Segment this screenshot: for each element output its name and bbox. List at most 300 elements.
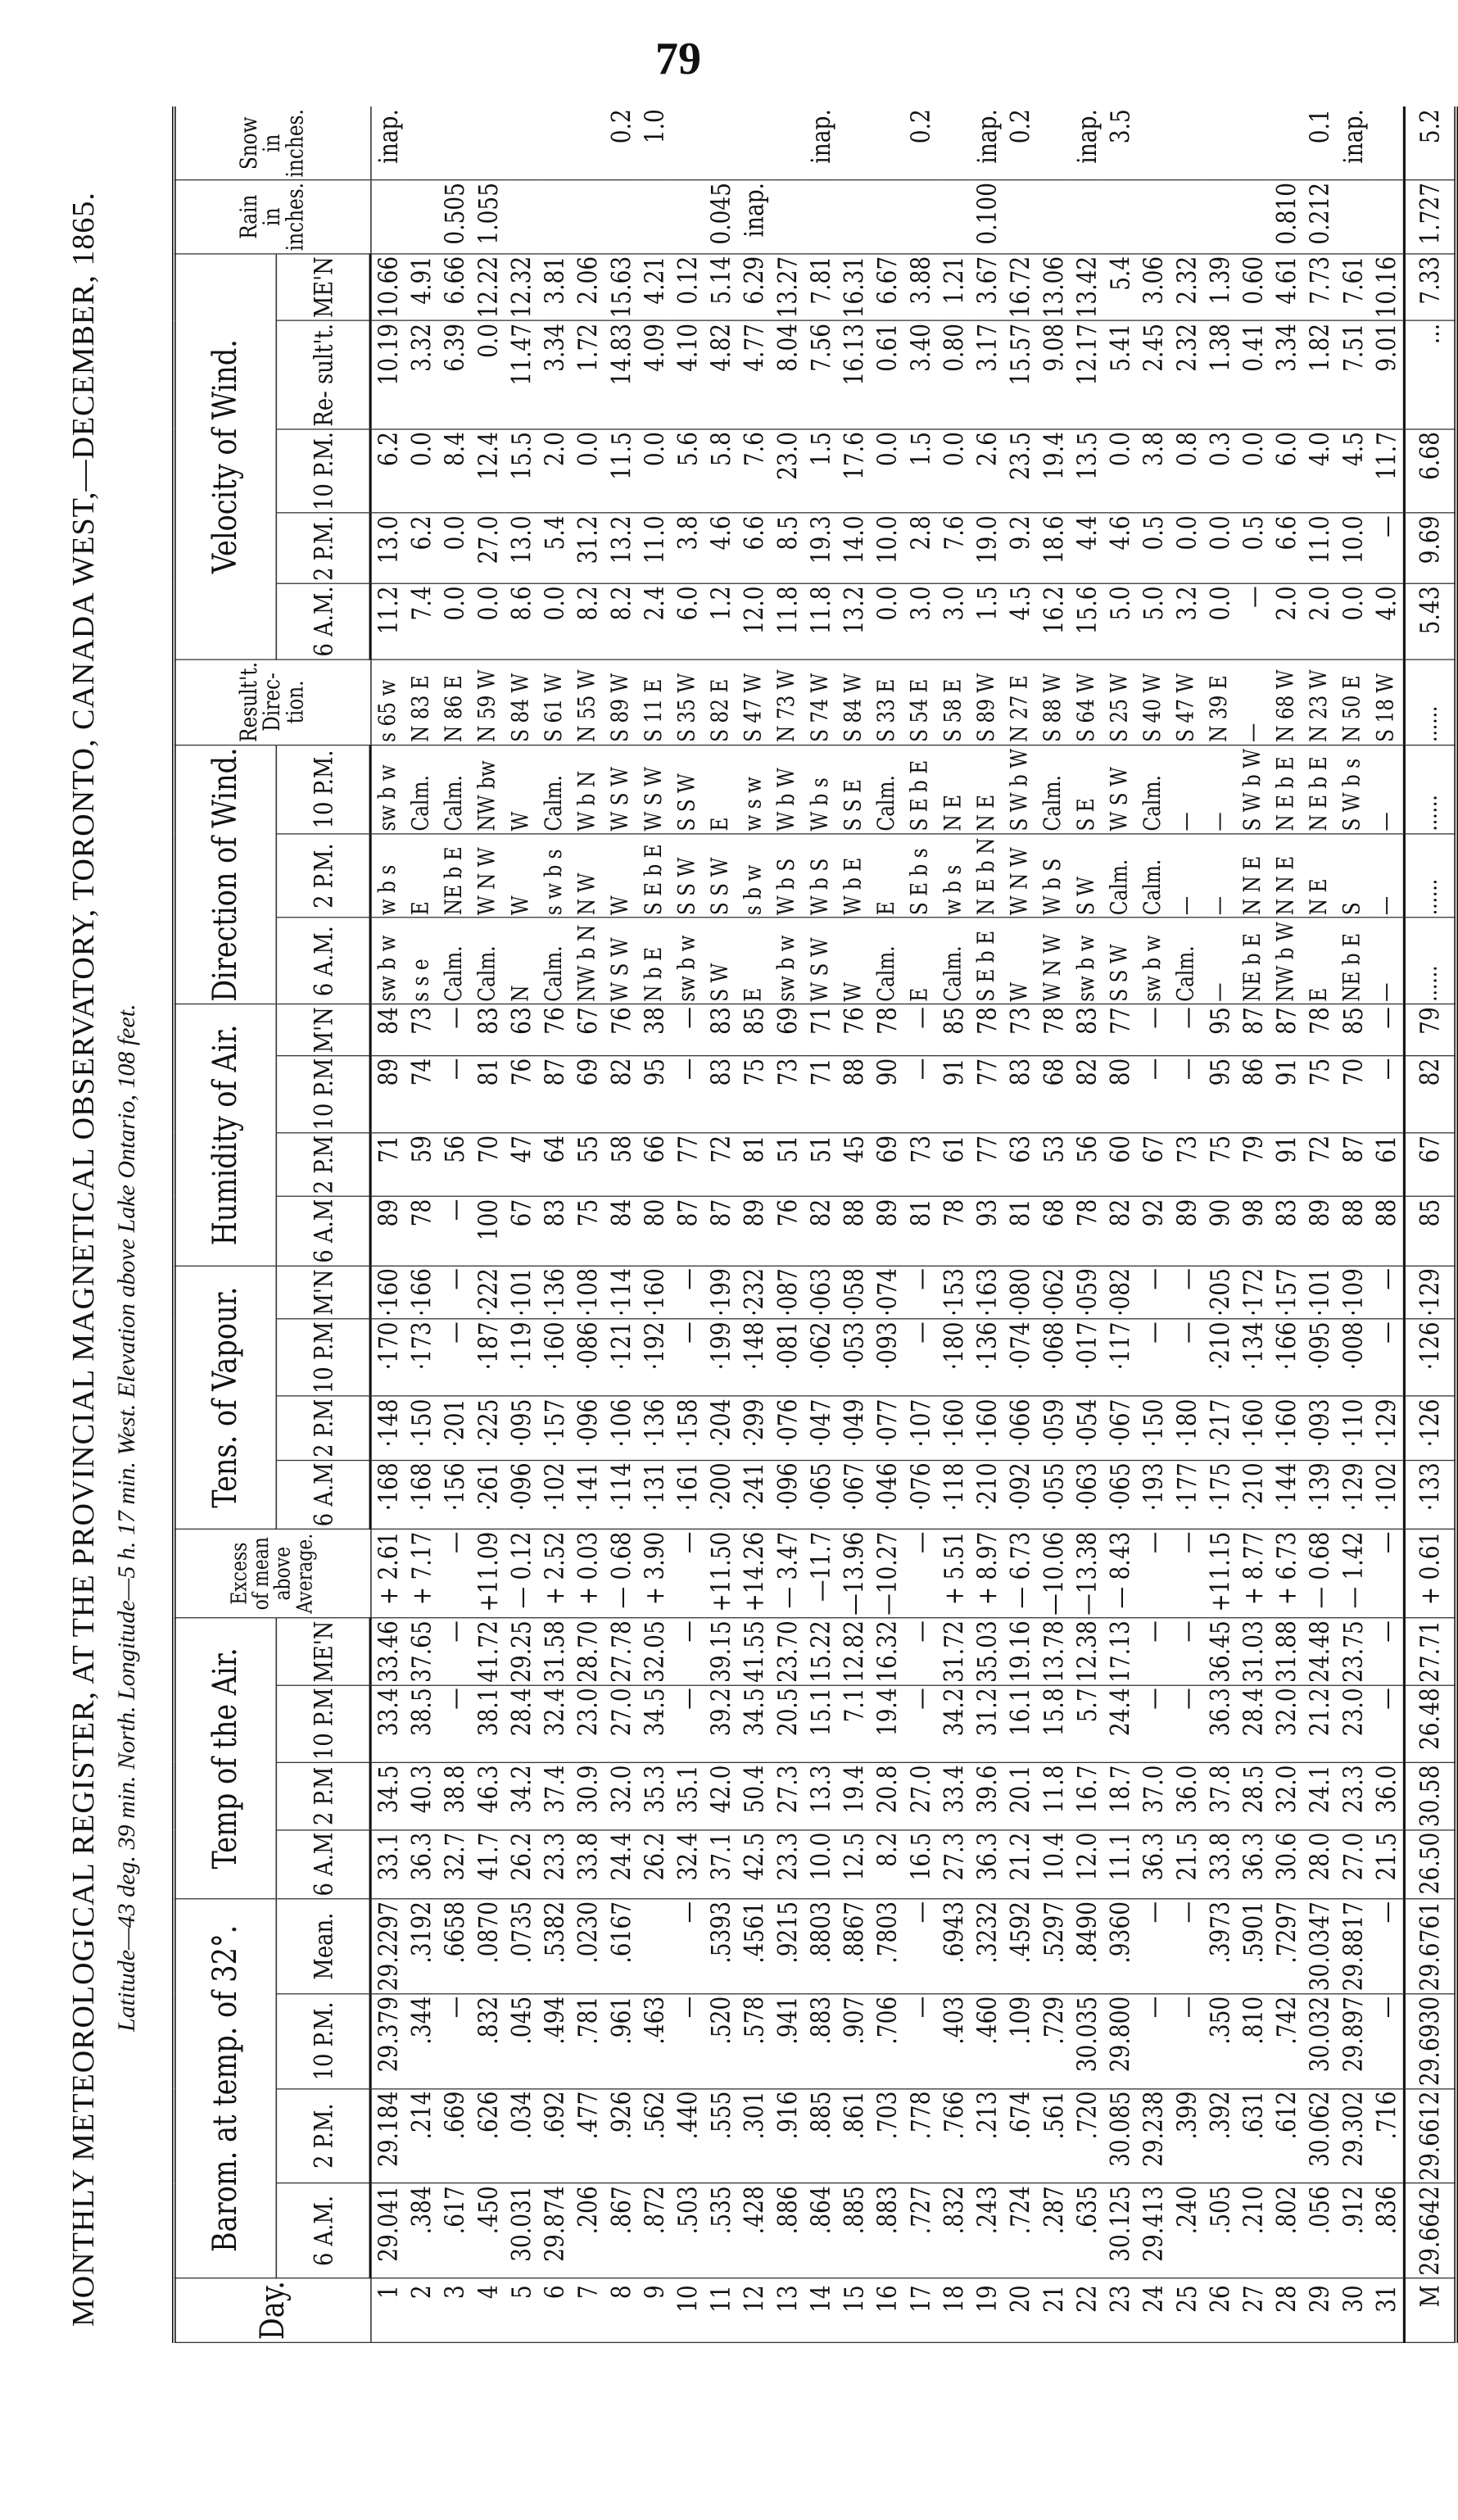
table-cell: 81: [472, 1056, 505, 1133]
table-cell: ·059: [1037, 1396, 1071, 1460]
table-cell: 1.5: [971, 583, 1004, 659]
table-cell: —: [438, 1004, 472, 1056]
table-cell: S S W: [671, 745, 704, 834]
table-cell: ·129: [1404, 1266, 1456, 1319]
table-row: [638, 107, 672, 2343]
table-cell: inap.: [1337, 107, 1370, 180]
table-cell: 2.45: [1137, 321, 1170, 429]
table-cell: 14.83: [604, 321, 638, 429]
table-cell: 0.0: [571, 429, 604, 513]
table-cell: S E b E: [971, 918, 1004, 1004]
table-cell: sw b w: [370, 918, 405, 1004]
table-row: [904, 107, 938, 2343]
table-cell: S 54 E: [904, 659, 938, 745]
table-cell: 61: [1370, 1133, 1404, 1197]
table-cell: —: [438, 1618, 472, 1685]
table-cell: —11.7: [804, 1529, 838, 1618]
table-cell: 6.0: [671, 583, 704, 659]
table-cell: E: [1303, 918, 1337, 1004]
table-cell: [538, 107, 572, 180]
table-cell: + 2.52: [538, 1529, 572, 1618]
table-cell: 4.10: [671, 321, 704, 429]
table-cell: 23.3: [771, 1829, 804, 1898]
table-cell: 11.0: [638, 513, 672, 583]
table-cell: 87: [538, 1056, 572, 1133]
table-cell: inap.: [1071, 107, 1104, 180]
humidity-subheader: 10 P.M: [276, 1056, 370, 1133]
table-cell: 3.5: [1103, 107, 1137, 180]
day-cell: 6: [538, 2278, 572, 2342]
table-cell: 13.3: [804, 1762, 838, 1829]
table-cell: 0.0: [472, 583, 505, 659]
table-cell: —: [671, 1618, 704, 1685]
table-cell: 91: [937, 1056, 971, 1133]
table-cell: .7803: [871, 1899, 904, 1994]
table-cell: [405, 180, 438, 254]
table-cell: 31.72: [937, 1618, 971, 1685]
table-row: [1303, 107, 1337, 2343]
table-cell: 13.06: [1037, 254, 1071, 321]
table-cell: 85: [737, 1004, 771, 1056]
table-cell: 3.06: [1137, 254, 1170, 321]
table-cell: ·101: [1303, 1266, 1337, 1319]
table-cell: 1.2: [704, 583, 738, 659]
table-cell: S S W: [671, 834, 704, 918]
table-cell: .720: [1071, 2088, 1104, 2183]
table-cell: .872: [638, 2183, 672, 2278]
table-cell: .692: [538, 2088, 572, 2183]
table-row: [737, 107, 771, 2343]
table-cell: ·074: [871, 1266, 904, 1319]
table-cell: 19.4: [837, 1762, 871, 1829]
table-cell: 2.4: [638, 583, 672, 659]
table-cell: 19.4: [1037, 429, 1071, 513]
table-cell: [937, 107, 971, 180]
table-row: [971, 107, 1004, 2343]
table-cell: 30.032: [1303, 1994, 1337, 2089]
table-cell: .477: [571, 2088, 604, 2183]
table-cell: 31.2: [971, 1685, 1004, 1762]
table-cell: .535: [704, 2183, 738, 2278]
table-cell: 89: [871, 1197, 904, 1266]
table-cell: 15.57: [1003, 321, 1037, 429]
day-cell: 23: [1103, 2278, 1137, 2342]
table-cell: sw b w: [370, 745, 405, 834]
table-cell: 28.4: [505, 1685, 538, 1762]
table-cell: 0.0: [638, 429, 672, 513]
table-cell: —: [1170, 1319, 1204, 1396]
table-cell: Calm.: [871, 745, 904, 834]
table-cell: 26.50: [1404, 1829, 1456, 1898]
table-cell: 67: [1137, 1133, 1170, 1197]
table-cell: 19.16: [1003, 1618, 1037, 1685]
table-cell: W: [837, 918, 871, 1004]
vapour-subheader: M'N: [276, 1266, 370, 1319]
table-cell: 6.2: [405, 513, 438, 583]
table-cell: .669: [438, 2088, 472, 2183]
table-cell: 0.2: [904, 107, 938, 180]
table-cell: .742: [1270, 1994, 1303, 2089]
table-cell: 82: [1404, 1056, 1456, 1133]
table-cell: 4.77: [737, 321, 771, 429]
table-cell: —: [1203, 745, 1237, 834]
table-cell: 75: [737, 1056, 771, 1133]
table-cell: 11.47: [505, 321, 538, 429]
table-cell: ·144: [1270, 1460, 1303, 1529]
table-cell: ·150: [405, 1396, 438, 1460]
table-cell: 63: [1003, 1133, 1037, 1197]
table-cell: S E b E: [904, 745, 938, 834]
table-cell: ·074: [1003, 1319, 1037, 1396]
table-cell: 3.2: [1170, 583, 1204, 659]
table-cell: 17.6: [837, 429, 871, 513]
table-cell: 4.0: [1303, 429, 1337, 513]
table-cell: 7.6: [937, 513, 971, 583]
table-cell: 83: [1003, 1056, 1037, 1133]
table-cell: ·157: [538, 1396, 572, 1460]
table-cell: inap.: [804, 107, 838, 180]
table-cell: 11.2: [370, 583, 405, 659]
table-cell: Calm.: [472, 918, 505, 1004]
table-cell: 6.29: [737, 254, 771, 321]
table-cell: 42.0: [704, 1762, 738, 1829]
table-cell: —: [1237, 659, 1270, 745]
daily-observations: [370, 107, 1456, 2343]
table-cell: w b s: [937, 834, 971, 918]
table-cell: 95: [1203, 1056, 1237, 1133]
table-cell: inap.: [971, 107, 1004, 180]
table-cell: .8490: [1071, 1899, 1104, 1994]
day-cell: 13: [771, 2278, 804, 2342]
table-cell: 27.78: [604, 1618, 638, 1685]
table-cell: —: [1137, 1994, 1170, 2089]
table-cell: .301: [737, 2088, 771, 2183]
table-cell: ·093: [871, 1319, 904, 1396]
vapour-header: Tens. of Vapour.: [174, 1266, 276, 1530]
table-cell: N N E: [1237, 834, 1270, 918]
table-row: [1170, 107, 1204, 2343]
table-cell: ·133: [1404, 1460, 1456, 1529]
table-cell: 30.58: [1404, 1762, 1456, 1829]
table-cell: 85: [937, 1004, 971, 1056]
table-cell: 76: [505, 1056, 538, 1133]
table-cell: ·148: [370, 1396, 405, 1460]
table-cell: [1170, 107, 1204, 180]
table-cell: 27.3: [771, 1762, 804, 1829]
table-cell: [704, 107, 738, 180]
table-cell: sw b w: [1071, 918, 1104, 1004]
day-cell: 26: [1203, 2278, 1237, 2342]
table-cell: 89: [370, 1056, 405, 1133]
table-cell: ·053: [837, 1319, 871, 1396]
table-cell: ·095: [505, 1396, 538, 1460]
register-subtitle: Latitude—43 deg. 39 min. North. Longitude—5 h. 17 min. West. Elevation above Lake Ontario, 108 feet.: [113, 1004, 140, 2032]
table-cell: 29.302: [1337, 2088, 1370, 2183]
table-cell: ·108: [571, 1266, 604, 1319]
table-cell: N 55 W: [571, 659, 604, 745]
table-cell: ·106: [604, 1396, 638, 1460]
table-cell: —: [438, 1685, 472, 1762]
table-cell: 47: [505, 1133, 538, 1197]
table-cell: S 47 W: [1170, 659, 1204, 745]
table-row: [1071, 107, 1104, 2343]
table-cell: 31.2: [571, 513, 604, 583]
table-cell: w b s: [370, 834, 405, 918]
table-cell: .883: [804, 1994, 838, 2089]
table-cell: .505: [1203, 2183, 1237, 2278]
table-cell: 0.0: [538, 583, 572, 659]
table-cell: 23.75: [1337, 1618, 1370, 1685]
table-cell: NE b E: [438, 834, 472, 918]
day-cell: 31: [1370, 2278, 1404, 2342]
table-cell: W S W: [1103, 745, 1137, 834]
table-cell: 40.3: [405, 1762, 438, 1829]
table-cell: —: [1203, 834, 1237, 918]
table-cell: 53: [1037, 1133, 1071, 1197]
table-cell: —: [1170, 1056, 1204, 1133]
table-cell: ·157: [1270, 1266, 1303, 1319]
table-cell: W b N: [571, 745, 604, 834]
day-cell: 5: [505, 2278, 538, 2342]
day-cell: 24: [1137, 2278, 1170, 2342]
day-cell: 8: [604, 2278, 638, 2342]
table-cell: —: [1170, 1266, 1204, 1319]
table-cell: 12.17: [1071, 321, 1104, 429]
table-cell: —: [1370, 834, 1404, 918]
table-cell: — 6.73: [1003, 1529, 1037, 1618]
day-cell: 4: [472, 2278, 505, 2342]
snow-header: Snow in inches.: [174, 107, 370, 180]
table-cell: ·168: [370, 1460, 405, 1529]
day-cell: 1: [370, 2278, 405, 2342]
table-cell: —13.38: [1071, 1529, 1104, 1618]
table-cell: ·136: [538, 1266, 572, 1319]
table-cell: .6167: [604, 1899, 638, 1994]
table-cell: s b w: [737, 834, 771, 918]
table-cell: .503: [671, 2183, 704, 2278]
table-cell: .8803: [804, 1899, 838, 1994]
table-cell: W: [1003, 918, 1037, 1004]
page-number: 79: [655, 34, 701, 84]
table-cell: 75: [1203, 1133, 1237, 1197]
table-cell: 8.5: [771, 513, 804, 583]
table-cell: 78: [871, 1004, 904, 1056]
table-cell: [1103, 180, 1137, 254]
table-cell: 33.46: [370, 1618, 405, 1685]
table-cell: 8.2: [604, 583, 638, 659]
table-cell: —: [1170, 1529, 1204, 1618]
table-cell: [1037, 107, 1071, 180]
table-cell: ·241: [737, 1460, 771, 1529]
table-cell: .392: [1203, 2088, 1237, 2183]
table-cell: — 1.42: [1337, 1529, 1370, 1618]
table-cell: 73: [405, 1004, 438, 1056]
table-cell: 69: [871, 1133, 904, 1197]
table-cell: .907: [837, 1994, 871, 2089]
table-cell: 73: [1170, 1133, 1204, 1197]
table-cell: 81: [904, 1197, 938, 1266]
table-cell: 37.1: [704, 1829, 738, 1898]
table-cell: [737, 107, 771, 180]
table-cell: 23.3: [1337, 1762, 1370, 1829]
table-cell: 41.72: [472, 1618, 505, 1685]
table-cell: 93: [971, 1197, 1004, 1266]
column-group-header-row: [174, 107, 276, 2343]
table-cell: .056: [1303, 2183, 1337, 2278]
table-cell: 86: [1237, 1056, 1270, 1133]
table-cell: N E b E: [1270, 745, 1303, 834]
table-cell: W b E: [837, 834, 871, 918]
table-cell: E: [737, 918, 771, 1004]
table-cell: .344: [405, 1994, 438, 2089]
table-cell: 36.3: [405, 1829, 438, 1898]
table-row: [1037, 107, 1071, 2343]
table-cell: 11.8: [804, 583, 838, 659]
table-row: [804, 107, 838, 2343]
table-cell: 29.2297: [370, 1899, 405, 1994]
table-cell: —: [904, 1618, 938, 1685]
table-cell: 10.66: [370, 254, 405, 321]
table-cell: +11.50: [704, 1529, 738, 1618]
table-cell: 8.04: [771, 321, 804, 429]
table-cell: —: [1170, 834, 1204, 918]
table-cell: W b S: [804, 834, 838, 918]
table-cell: .206: [571, 2183, 604, 2278]
table-row: [370, 107, 405, 2343]
table-cell: 6.0: [1270, 429, 1303, 513]
table-cell: ·062: [1037, 1266, 1071, 1319]
table-cell: Calm.: [438, 918, 472, 1004]
day-cell: 29: [1303, 2278, 1337, 2342]
table-cell: 0.61: [871, 321, 904, 429]
table-cell: ·180: [1170, 1396, 1204, 1460]
table-cell: 14.0: [837, 513, 871, 583]
table-cell: 29.6761: [1404, 1899, 1456, 1994]
table-cell: Calm.: [405, 745, 438, 834]
table-cell: 31.58: [538, 1618, 572, 1685]
table-cell: 26.2: [505, 1829, 538, 1898]
table-cell: —: [438, 1197, 472, 1266]
table-cell: W b S: [1037, 834, 1071, 918]
vapour-subheader: 10 P.M: [276, 1319, 370, 1396]
table-cell: ·096: [771, 1460, 804, 1529]
table-cell: 23.5: [1003, 429, 1037, 513]
table-cell: 21.5: [1170, 1829, 1204, 1898]
table-cell: S 88 W: [1037, 659, 1071, 745]
table-cell: 20.8: [871, 1762, 904, 1829]
table-cell: W: [505, 745, 538, 834]
table-cell: ·082: [1103, 1266, 1137, 1319]
table-cell: 35.03: [971, 1618, 1004, 1685]
table-cell: 69: [571, 1056, 604, 1133]
table-cell: N 27 E: [1003, 659, 1037, 745]
table-cell: 34.2: [505, 1762, 538, 1829]
table-cell: ·096: [571, 1396, 604, 1460]
table-cell: — 0.68: [1303, 1529, 1337, 1618]
table-cell: 0.60: [1237, 254, 1270, 321]
table-cell: ·172: [1237, 1266, 1270, 1319]
table-cell: 29.8817: [1337, 1899, 1370, 1994]
table-cell: [1203, 107, 1237, 180]
table-cell: —: [671, 1004, 704, 1056]
table-cell: ·077: [871, 1396, 904, 1460]
table-cell: 27.3: [937, 1829, 971, 1898]
table-cell: .612: [1270, 2088, 1303, 2183]
table-cell: 6.6: [1270, 513, 1303, 583]
table-cell: .867: [604, 2183, 638, 2278]
table-cell: 78: [1071, 1197, 1104, 1266]
table-cell: —: [1170, 1685, 1204, 1762]
table-cell: .520: [704, 1994, 738, 2089]
table-cell: —: [671, 1319, 704, 1396]
table-cell: .766: [937, 2088, 971, 2183]
table-cell: 19.0: [971, 513, 1004, 583]
table-cell: N 73 W: [771, 659, 804, 745]
table-cell: 15.63: [604, 254, 638, 321]
table-cell: 4.5: [1337, 429, 1370, 513]
table-cell: + 8.97: [971, 1529, 1004, 1618]
table-cell: W: [505, 834, 538, 918]
table-cell: —: [1137, 1529, 1170, 1618]
table-cell: ·160: [1237, 1396, 1270, 1460]
velocity-subheader: 6 A.M.: [276, 583, 370, 659]
table-cell: 10.0: [871, 513, 904, 583]
table-cell: 34.2: [937, 1685, 971, 1762]
table-cell: 27.0: [604, 1685, 638, 1762]
table-cell: .5393: [704, 1899, 738, 1994]
table-cell: .916: [771, 2088, 804, 2183]
table-cell: ·129: [1337, 1460, 1370, 1529]
table-cell: 2.0: [538, 429, 572, 513]
table-cell: —: [1170, 1004, 1204, 1056]
humidity-subheader: M'N: [276, 1004, 370, 1056]
table-cell: [937, 180, 971, 254]
table-cell: S 61 W: [538, 659, 572, 745]
table-cell: —: [671, 1685, 704, 1762]
table-cell: 36.45: [1203, 1618, 1237, 1685]
excess-header: Excess of mean above Average.: [174, 1529, 370, 1618]
table-cell: —: [1370, 513, 1404, 583]
table-cell: 1.82: [1303, 321, 1337, 429]
table-cell: 26.2: [638, 1829, 672, 1898]
table-cell: ·134: [1237, 1319, 1270, 1396]
table-cell: S 58 E: [937, 659, 971, 745]
table-cell: 88: [837, 1197, 871, 1266]
table-cell: 88: [837, 1056, 871, 1133]
table-cell: ·087: [771, 1266, 804, 1319]
table-cell: 13.78: [1037, 1618, 1071, 1685]
table-cell: 30.035: [1071, 1994, 1104, 2089]
table-cell: 27.0: [472, 513, 505, 583]
table-cell: —: [671, 1899, 704, 1994]
barom-subheader: 2 P.M.: [276, 2088, 370, 2183]
table-cell: 88: [1337, 1197, 1370, 1266]
table-cell: 83: [1071, 1004, 1104, 1056]
table-cell: .6943: [937, 1899, 971, 1994]
table-cell: 16.5: [904, 1829, 938, 1898]
table-cell: 36.0: [1370, 1762, 1404, 1829]
table-cell: 8.2: [571, 583, 604, 659]
table-cell: 83: [1270, 1197, 1303, 1266]
table-cell: 27.71: [1404, 1618, 1456, 1685]
table-cell: NW bw: [472, 745, 505, 834]
table-cell: 7.61: [1337, 254, 1370, 321]
table-cell: 13.2: [604, 513, 638, 583]
table-cell: 1.5: [804, 429, 838, 513]
table-cell: ·210: [1203, 1319, 1237, 1396]
temp-subheader: ME'N: [276, 1618, 370, 1685]
velocity-subheader: 10 P.M.: [276, 429, 370, 513]
